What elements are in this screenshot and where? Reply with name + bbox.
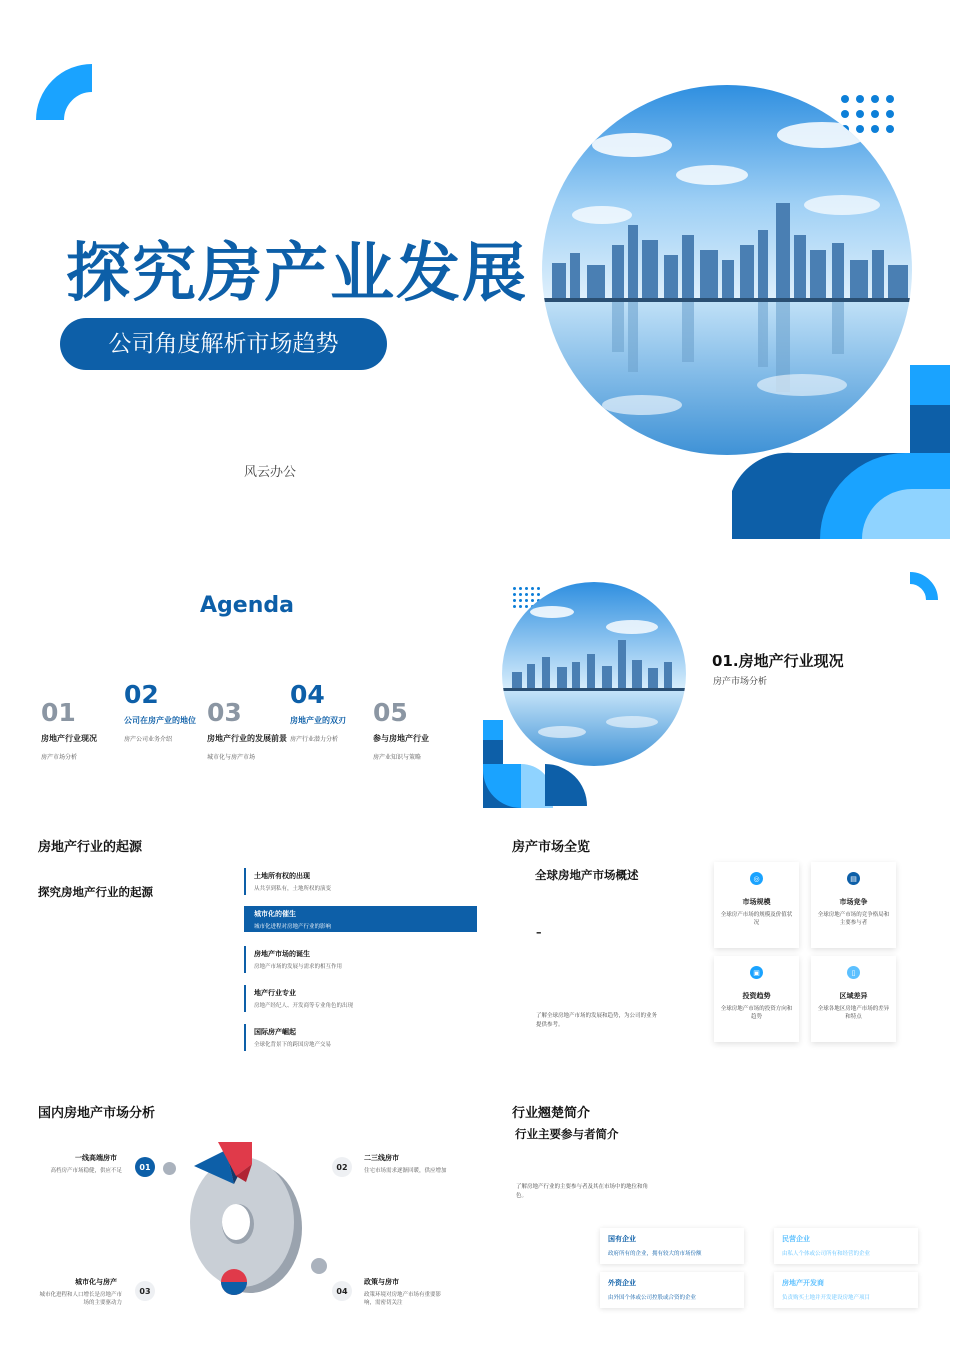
agenda-heading: 房地产业的双刃 [290,716,346,725]
item-title: 二三线房市 [364,1154,399,1162]
card-regional [811,956,896,1042]
marker-04: 04 [332,1281,352,1301]
target-icon: ◎ [750,872,763,885]
timeline-desc: 城市化进程对房地产行业的影响 [254,924,332,930]
player-desc: 由私人个体或公司所有和经营的企业 [782,1251,871,1257]
player-title: 房地产开发商 [782,1279,824,1287]
dot-grid-decoration [841,95,894,133]
player-desc: 负责购买土地并开发建设房地产项目 [782,1295,871,1301]
overview-subtitle: 全球房地产市场概述 [535,868,639,882]
cover-subtitle-pill: 公司角度解析市场趋势 [60,318,387,370]
section-title: 01.房地产行业现况 [712,652,844,670]
cover-author: 风云办公 [244,465,297,480]
item-title: 城市化与房产 [75,1278,117,1286]
players-note: 了解房地产行业的主要参与者及其在市场中的地位和角色。 [516,1184,649,1199]
agenda-heading: 房地产行业的发展前景 [207,734,287,743]
agenda-title: Agenda [200,593,294,618]
agenda-number: 03 [207,698,242,727]
monitor-icon: ▤ [847,872,860,885]
overview-title: 房产市场全览 [512,840,591,855]
domestic-title: 国内房地产市场分析 [38,1106,156,1121]
marker-02: 02 [332,1157,352,1177]
item-desc: 城市化进程和人口增长是房地产市场的主要驱动力 [39,1292,122,1307]
card-investment [714,956,799,1042]
players-title: 行业翘楚简介 [512,1106,591,1121]
document-icon: ▯ [847,966,860,979]
player-title: 民营企业 [782,1235,810,1243]
marker-01: 01 [135,1157,155,1177]
overview-slide [0,826,960,1062]
card-desc: 全球房产市场的规模及价值状况 [720,912,793,926]
section-subtitle: 房产市场分析 [713,677,768,687]
player-title: 国有企业 [608,1235,636,1243]
player-card-private [774,1228,918,1264]
card-title: 区域差异 [839,992,868,1000]
timeline-desc: 房地产经纪人、开发商等专业角色的出现 [254,1003,354,1009]
item-desc: 高档房产市场稳健，供应不足 [50,1168,122,1174]
player-card-foreign [600,1272,744,1308]
geometric-shapes-decoration [483,720,591,808]
item-title: 一线高端房市 [75,1154,117,1162]
timeline-title: 房地产市场的诞生 [254,950,310,958]
agenda-heading: 房地产行业现况 [41,734,97,743]
card-market-size [714,862,799,948]
agenda-number: 04 [290,680,325,709]
geometric-shapes-decoration [732,365,952,540]
timeline-title: 国际房产崛起 [254,1028,296,1036]
briefcase-icon: ▣ [750,966,763,979]
overview-dash: – [536,926,542,939]
card-desc: 全球房地产市场的投资方向和趋势 [720,1006,793,1020]
agenda-desc: 房产行业潜力分析 [290,736,339,743]
item-desc: 住宅市场需求逐渐回暖，供应增加 [364,1168,447,1174]
quarter-arc-decoration [36,64,148,176]
origin-subtitle: 探究房地产行业的起源 [38,885,153,899]
players-slide [0,1070,960,1352]
card-desc: 全球房地产市场的竞争格局和主要参与者 [817,912,890,926]
timeline-desc: 从共享到私有，土地所权的演变 [254,886,332,892]
item-desc: 政策环境对房地产市场有重要影响，需密切关注 [364,1292,442,1307]
player-desc: 由外国个体或公司控股或合资的企业 [608,1295,697,1301]
overview-note: 了解全球房地产市场的发展和趋势，为公司的业务提供参考。 [536,1013,658,1028]
quarter-arc-decoration [882,572,938,628]
agenda-number: 05 [373,698,408,727]
item-title: 政策与房市 [364,1278,399,1286]
player-title: 外资企业 [608,1279,636,1287]
agenda-desc: 房产市场分析 [41,754,78,761]
card-desc: 全球各地区房地产市场的差异和特点 [817,1006,890,1020]
agenda-number: 01 [41,698,76,727]
agenda-desc: 城市化与房产市场 [207,754,256,761]
card-title: 市场规模 [742,898,771,906]
player-card-developer [774,1272,918,1308]
timeline-desc: 房地产市场的发展与需求的相互作用 [254,964,343,970]
cover-title: 探究房产业发展 [66,237,528,311]
player-card-state-owned [600,1228,744,1264]
card-title: 投资趋势 [742,992,771,1000]
card-title: 市场竞争 [839,898,868,906]
agenda-heading: 参与房地产行业 [373,734,429,743]
agenda-heading: 公司在房产业的地位 [124,716,196,725]
players-subtitle: 行业主要参与者简介 [515,1127,619,1141]
agenda-desc: 房产公司业务介绍 [124,736,173,743]
cover-slide [0,0,960,548]
timeline-title: 地产行业专业 [254,989,296,997]
origin-title: 房地产行业的起源 [38,840,143,855]
agenda-desc: 房产业知识与策略 [373,754,422,761]
marker-03: 03 [135,1281,155,1301]
timeline-title: 城市化的催生 [254,910,296,918]
card-competition [811,862,896,948]
agenda-number: 02 [124,680,159,709]
timeline-desc: 全球化背景下的跨国房地产交易 [254,1042,332,1048]
timeline-title: 土地所有权的出现 [254,872,310,880]
player-desc: 政府所有的企业，拥有较大的市场份额 [608,1251,702,1257]
section-slide [0,560,960,820]
